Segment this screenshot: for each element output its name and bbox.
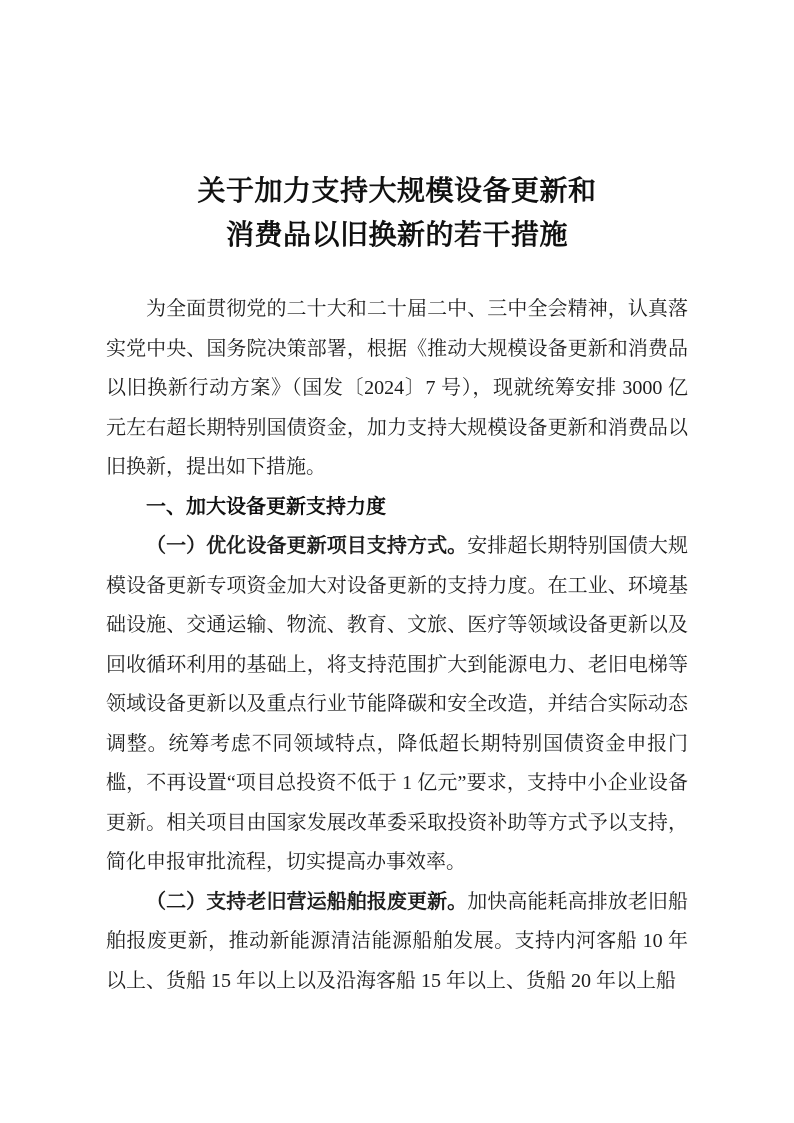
intro-paragraph-text: 为全面贯彻党的二十大和二十届二中、三中全会精神，认真落实党中央、国务院决策部署，根据《推动大规模设备更新和消费品以旧换新行动方案》（国发〔2024〕7 号），现就统筹安排 3000 亿元左右超长期特别国债资金，加力支持大规模设备更新和消费品以旧换新，提出如下措施。 [106, 298, 688, 478]
section-1-item-2-lead: （二）支持老旧营运船舶报废更新。 [146, 890, 468, 913]
intro-paragraph [106, 290, 688, 488]
document-title-line-2: 消费品以旧换新的若干措施 [225, 220, 568, 251]
section-1-item-1-text: 安排超长期特别国债大规模设备更新专项资金加大对设备更新的支持力度。在工业、环境基础设施、交通运输、物流、教育、文旅、医疗等领域设备更新以及回收循环利用的基础上，将支持范围扩大到能源电力、老旧电梯等领域设备更新以及重点行业节能降碳和安全改造，并结合实际动态调整。统筹考虑不同领域特点，降低超长期特别国债资金申报门槛，不再设置“项目总投资不低于 1 亿元”要求，支持中小企业设备更新。相关项目由国家发展改革委采取投资补助等方式予以支持，简化申报审批流程，切实提高办事效率。 [106, 535, 689, 873]
document-title [106, 170, 688, 258]
section-1-heading: 一、加大设备更新支持力度 [146, 495, 386, 518]
section-1-item-1 [106, 527, 688, 883]
document-content [106, 0, 688, 1001]
section-1-item-1-lead: （一）优化设备更新项目支持方式。 [146, 535, 468, 557]
section-1-item-2-text: 加快高能耗高排放老旧船舶报废更新，推动新能源清洁能源船舶发展。支持内河客船 10 年以上、货船 15 年以上以及沿海客船 15 年以上、货船 20 年以上船 [106, 890, 689, 992]
section-1-item-2 [106, 883, 688, 1002]
document-title-line-1: 关于加力支持大规模设备更新和 [197, 176, 597, 207]
